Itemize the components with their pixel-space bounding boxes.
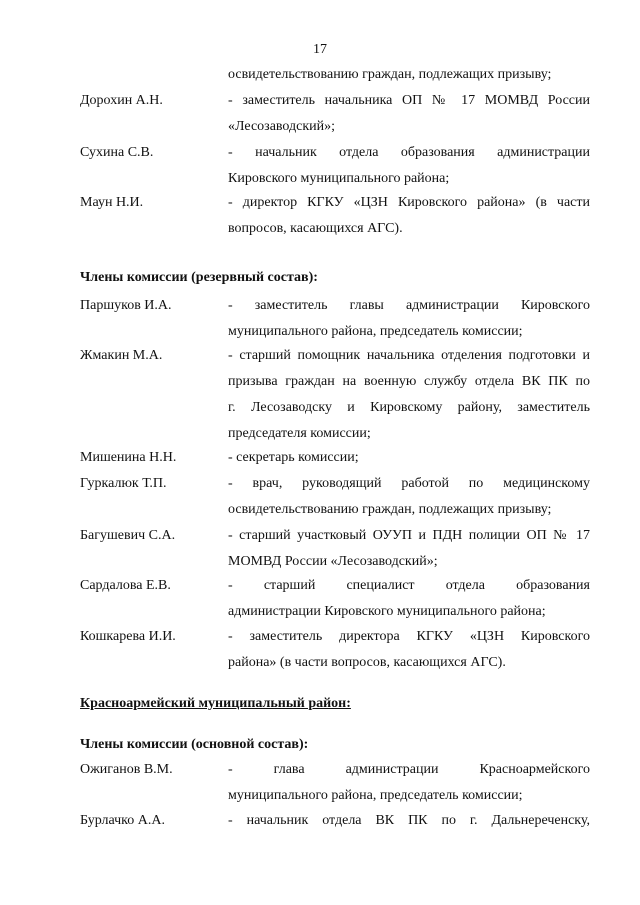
entry-description xyxy=(228,471,590,523)
entry-description xyxy=(228,808,590,834)
member-name: Мишенина Н.Н. xyxy=(80,450,177,465)
description-line: - начальник отдела ВК ПК по г. Дальнереченску, xyxy=(228,813,590,828)
entry-description xyxy=(228,523,590,575)
description-line: района» (в части вопросов, касающихся АГС). xyxy=(228,655,506,670)
member-name: Бурлачко А.А. xyxy=(80,813,165,828)
member-name: Паршуков И.А. xyxy=(80,298,172,313)
description-line: - директор КГКУ «ЦЗН Кировского района» (в части xyxy=(228,195,590,210)
description-line: администрации Кировского муниципального района; xyxy=(228,604,546,619)
entry-description xyxy=(228,573,590,625)
description-line: освидетельствованию граждан, подлежащих призыву; xyxy=(228,67,552,82)
member-name: Гуркалюк Т.П. xyxy=(80,476,167,491)
section-title-district: Красноармейский муниципальный район: xyxy=(80,696,351,711)
member-name: Ожиганов В.М. xyxy=(80,762,173,777)
member-name: Сардалова Е.В. xyxy=(80,578,171,593)
description-line: призыва граждан на военную службу отдела ВК ПК по xyxy=(228,374,590,389)
entry-description xyxy=(228,343,590,447)
entry-description xyxy=(228,88,590,140)
description-line: - глава администрации Красноармейского xyxy=(228,762,590,777)
description-line: - начальник отдела образования администрации xyxy=(228,145,590,160)
description-line: - врач, руководящий работой по медицинскому xyxy=(228,476,590,491)
description-line: муниципального района, председатель комиссии; xyxy=(228,788,523,803)
description-line: МОМВД России «Лесозаводский»; xyxy=(228,554,438,569)
entry-description xyxy=(228,190,590,242)
member-name: Дорохин А.Н. xyxy=(80,93,163,108)
section-heading-main: Члены комиссии (основной состав): xyxy=(80,737,309,752)
description-line: вопросов, касающихся АГС). xyxy=(228,221,403,236)
description-line: - заместитель начальника ОП № 17 МОМВД России xyxy=(228,93,590,108)
entry-description xyxy=(228,445,590,471)
description-line: освидетельствованию граждан, подлежащих призыву; xyxy=(228,502,552,517)
description-line: - старший специалист отдела образования xyxy=(228,578,590,593)
member-name: Жмакин М.А. xyxy=(80,348,163,363)
member-name: Багушевич С.А. xyxy=(80,528,176,543)
description-line: Кировского муниципального района; xyxy=(228,171,450,186)
entry-description xyxy=(228,624,590,676)
description-line: председателя комиссии; xyxy=(228,426,371,441)
description-line: г. Лесозаводску и Кировскому району, заместитель xyxy=(228,400,590,415)
member-name: Кошкарева И.И. xyxy=(80,629,176,644)
page-number: 17 xyxy=(313,42,327,57)
member-name: Сухина С.В. xyxy=(80,145,154,160)
description-line: - старший участковый ОУУП и ПДН полиции ОП № 17 xyxy=(228,528,590,543)
entry-description xyxy=(228,293,590,345)
description-line: - старший помощник начальника отделения подготовки и xyxy=(228,348,590,363)
description-line: «Лесозаводский»; xyxy=(228,119,336,134)
section-heading-reserve: Члены комиссии (резервный состав): xyxy=(80,270,318,285)
description-line: - заместитель директора КГКУ «ЦЗН Кировского xyxy=(228,629,590,644)
entry-description xyxy=(228,62,590,88)
description-line: - заместитель главы администрации Кировского xyxy=(228,298,590,313)
entry-description xyxy=(228,757,590,809)
entry-description xyxy=(228,140,590,192)
description-line: - секретарь комиссии; xyxy=(228,450,359,465)
member-name: Маун Н.И. xyxy=(80,195,144,210)
description-line: муниципального района, председатель комиссии; xyxy=(228,324,523,339)
